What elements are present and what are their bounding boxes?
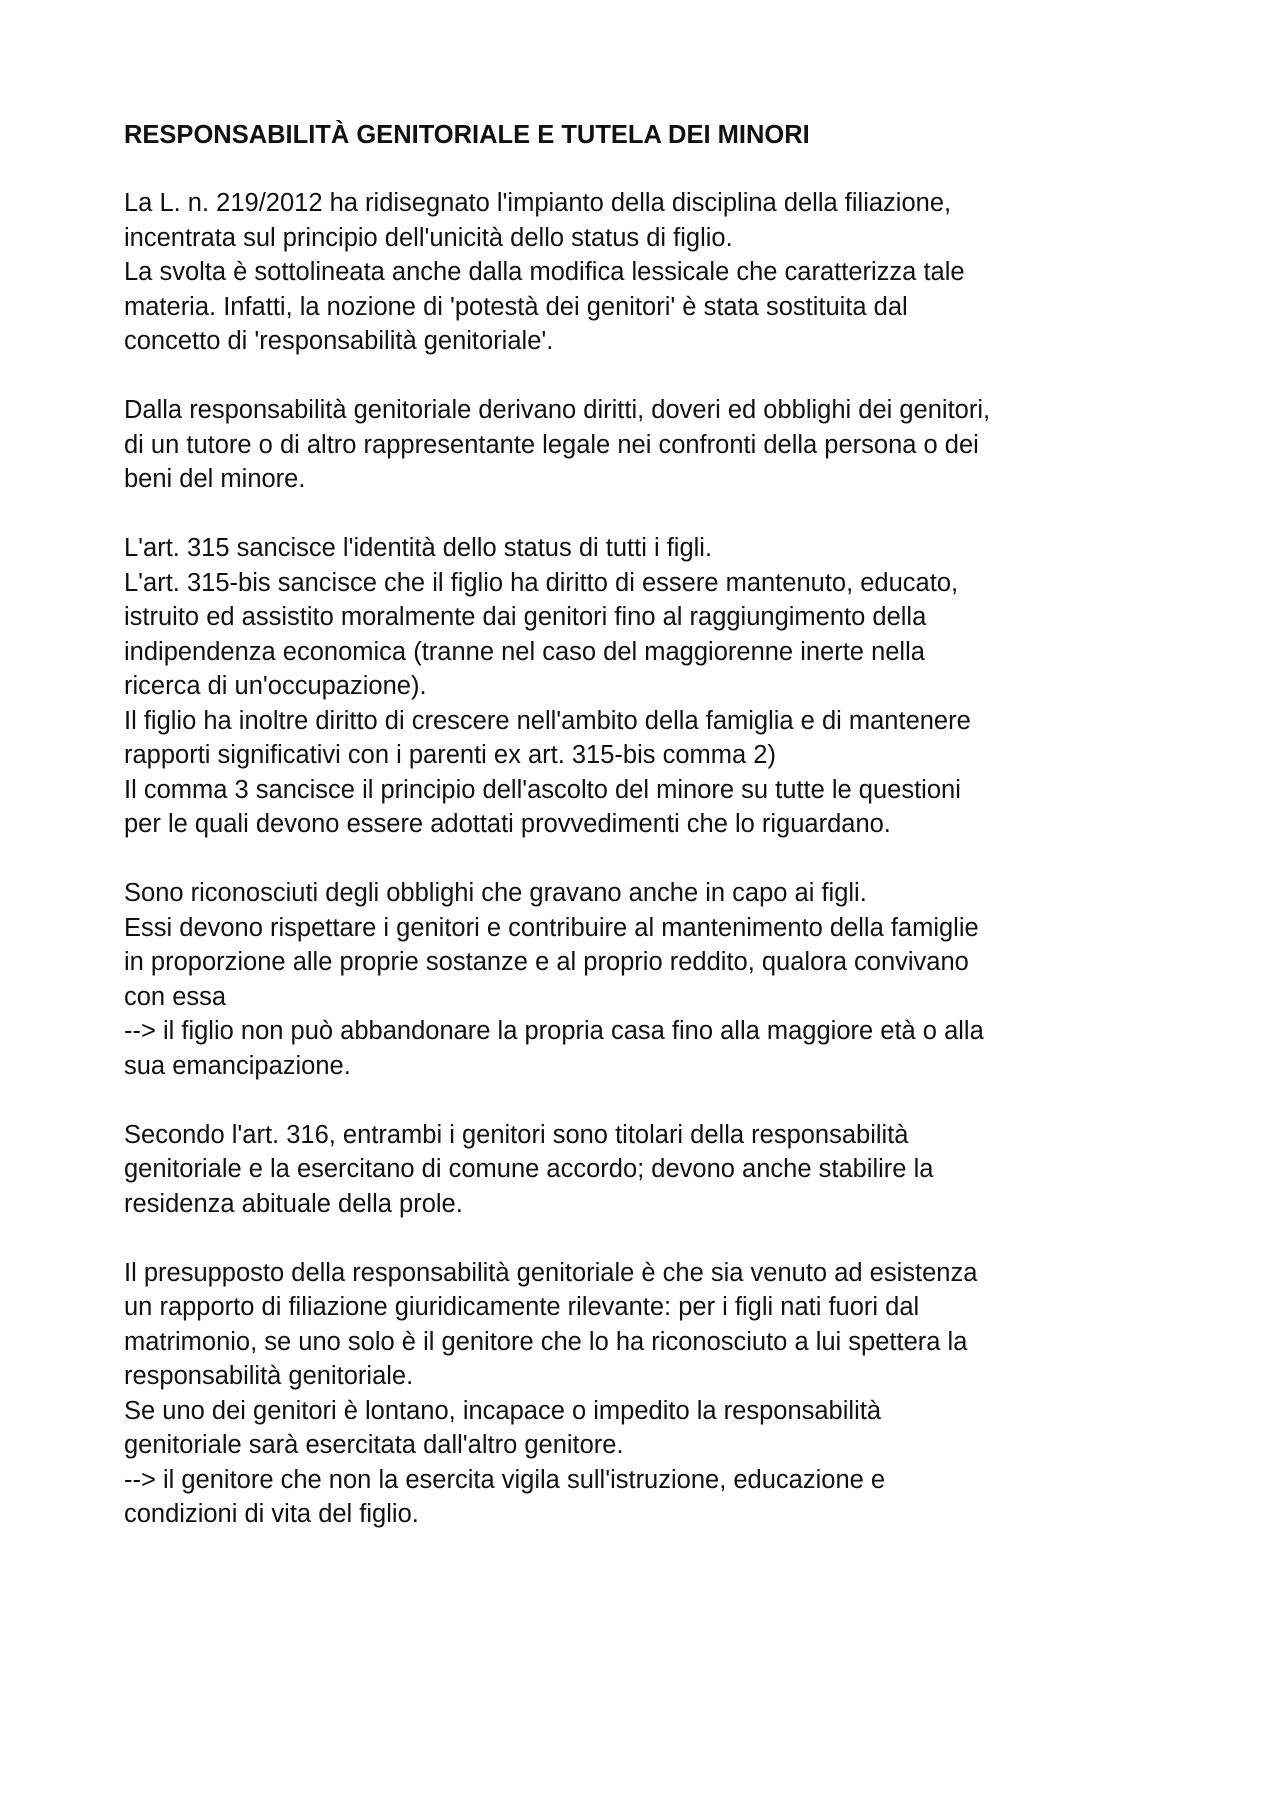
text-line: La L. n. 219/2012 ha ridisegnato l'impianto della disciplina della filiazione, <box>124 189 952 217</box>
text-line: La svolta è sottolineata anche dalla modifica lessicale che caratterizza tale <box>124 258 965 286</box>
paragraph-2 <box>124 393 1164 497</box>
text-line: un rapporto di filiazione giuridicamente rilevante: per i figli nati fuori dal <box>124 1293 920 1321</box>
text-line: beni del minore. <box>124 465 306 493</box>
text-line: ricerca di un'occupazione). <box>124 672 427 700</box>
text-line: concetto di 'responsabilità genitoriale'. <box>124 327 554 355</box>
text-line: in proporzione alle proprie sostanze e al proprio reddito, qualora convivano <box>124 948 969 976</box>
text-line: di un tutore o di altro rappresentante legale nei confronti della persona o dei <box>124 430 979 459</box>
text-line: rapporti significativi con i parenti ex art. 315-bis comma 2) <box>124 741 776 769</box>
text-line: per le quali devono essere adottati provvedimenti che lo riguardano. <box>124 810 891 838</box>
text-line: genitoriale e la esercitano di comune accordo; devono anche stabilire la <box>124 1155 934 1183</box>
text-line: responsabilità genitoriale. <box>124 1362 414 1390</box>
text-line: Dalla responsabilità genitoriale derivano diritti, doveri ed obblighi dei genitori, <box>124 396 991 424</box>
text-line: --> il figlio non può abbandonare la propria casa fino alla maggiore età o alla <box>124 1017 984 1045</box>
text-line: materia. Infatti, la nozione di 'potestà dei genitori' è stata sostituita dal <box>124 292 908 321</box>
text-line: Sono riconosciuti degli obblighi che gravano anche in capo ai figli. <box>124 879 867 907</box>
text-line: residenza abituale della prole. <box>124 1189 463 1218</box>
paragraph-6 <box>124 1256 1164 1532</box>
text-line: istruito ed assistito moralmente dai genitori fino al raggiungimento della <box>124 603 927 631</box>
text-line: Essi devono rispettare i genitori e contribuire al mantenimento della famiglie <box>124 913 979 942</box>
text-line: L'art. 315-bis sancisce che il figlio ha diritto di essere mantenuto, educato, <box>124 568 959 597</box>
document-title: RESPONSABILITÀ GENITORIALE E TUTELA DEI MINORI <box>124 121 810 149</box>
paragraph-5 <box>124 1118 1164 1222</box>
paragraph-3 <box>124 531 1164 842</box>
text-line: con essa <box>124 982 227 1011</box>
paragraph-1 <box>124 186 1164 359</box>
text-line: Se uno dei genitori è lontano, incapace o impedito la responsabilità <box>124 1396 882 1425</box>
text-line: Il presupposto della responsabilità genitoriale è che sia venuto ad esistenza <box>124 1258 978 1287</box>
text-line: --> il genitore che non la esercita vigila sull'istruzione, educazione e <box>124 1465 886 1494</box>
text-line: genitoriale sarà esercitata dall'altro genitore. <box>124 1431 624 1459</box>
text-line: Il figlio ha inoltre diritto di crescere nell'ambito della famiglia e di mantenere <box>124 706 971 735</box>
text-line: sua emancipazione. <box>124 1051 351 1080</box>
text-line: incentrata sul principio dell'unicità dello status di figlio. <box>124 223 733 252</box>
text-line: matrimonio, se uno solo è il genitore che lo ha riconosciuto a lui spettera la <box>124 1327 968 1356</box>
text-line: L'art. 315 sancisce l'identità dello status di tutti i figli. <box>124 534 713 562</box>
paragraph-4 <box>124 876 1164 1083</box>
text-line: Secondo l'art. 316, entrambi i genitori sono titolari della responsabilità <box>124 1120 909 1149</box>
text-line: condizioni di vita del figlio. <box>124 1500 419 1528</box>
document-body <box>124 118 1164 1566</box>
text-line: indipendenza economica (tranne nel caso del maggiorenne inerte nella <box>124 637 925 666</box>
text-line: Il comma 3 sancisce il principio dell'ascolto del minore su tutte le questioni <box>124 775 961 804</box>
